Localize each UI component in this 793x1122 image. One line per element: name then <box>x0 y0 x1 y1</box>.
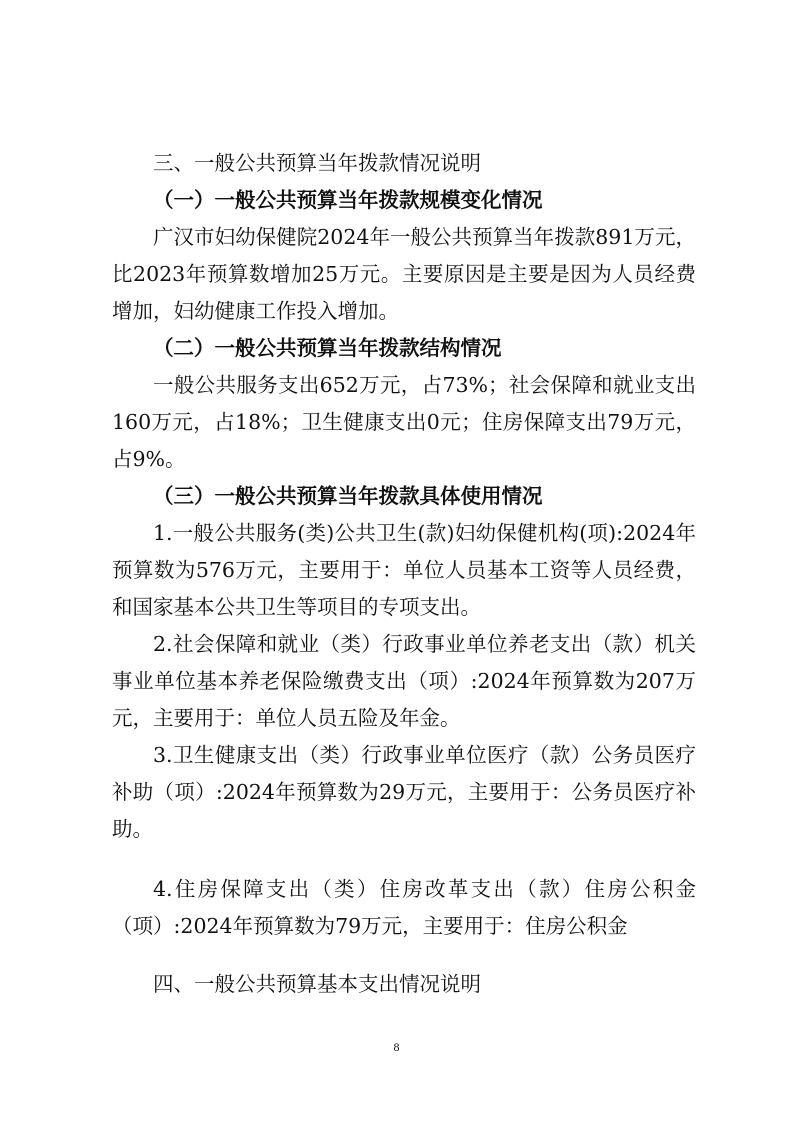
item-1-paragraph: 1.一般公共服务(类)公共卫生(款)妇幼保健机构(项):2024年预算数为576万元，主要用于：单位人员基本工资等人员经费，和国家基本公共卫生等项目的专项支出。 <box>112 521 696 619</box>
section-3-1-paragraph: 广汉市妇幼保健院2024年一般公共预算当年拨款891万元，比2023年预算数增加25万元。主要原因是主要是因为人员经费增加，妇幼健康工作投入增加。 <box>112 225 696 323</box>
item-3-paragraph: 3.卫生健康支出（类）行政事业单位医疗（款）公务员医疗补助（项）:2024年预算数为29万元，主要用于：公务员医疗补助。 <box>112 743 696 841</box>
item-2-paragraph: 2.社会保障和就业（类）行政事业单位养老支出（款）机关事业单位基本养老保险缴费支出（项）:2024年预算数为207万元，主要用于：单位人员五险及年金。 <box>112 632 696 730</box>
section-3-heading: 三、一般公共预算当年拨款情况说明 <box>153 151 481 175</box>
item-4-paragraph: 4.住房保障支出（类）住房改革支出（款）住房公积金（项）:2024年预算数为79万元，主要用于：住房公积金 <box>112 877 696 938</box>
section-3-2-heading: （二）一般公共预算当年拨款结构情况 <box>153 336 502 360</box>
page-number: 8 <box>393 1040 400 1054</box>
section-4-heading: 四、一般公共预算基本支出情况说明 <box>153 972 481 996</box>
section-3-1-heading: （一）一般公共预算当年拨款规模变化情况 <box>153 188 543 212</box>
section-3-3-heading: （三）一般公共预算当年拨款具体使用情况 <box>153 484 543 508</box>
section-3-2-paragraph: 一般公共服务支出652万元，占73%；社会保障和就业支出160万元，占18%；卫生健康支出0元；住房保障支出79万元，占9%。 <box>112 373 696 471</box>
